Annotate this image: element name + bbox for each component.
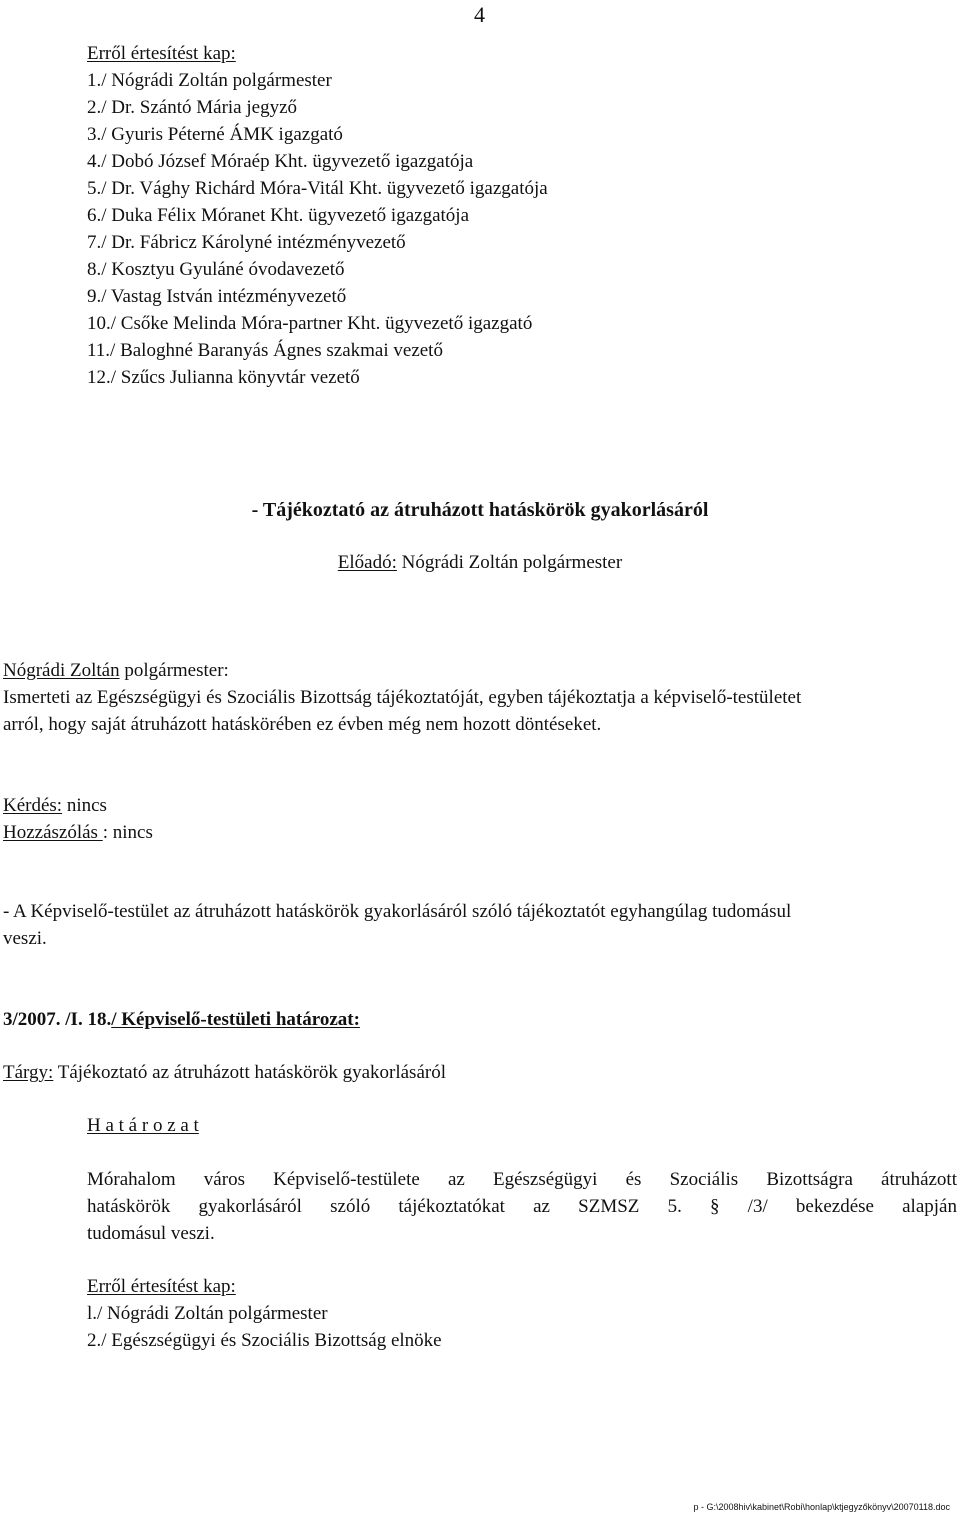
speaker-role: polgármester: [119,660,229,681]
presenter-label: Előadó: [337,552,397,573]
list-item: 12./ Szűcs Julianna könyvtár vezető [87,367,360,388]
page-number: 4 [474,2,485,27]
decision-text-line: Mórahalom város Képviselő-testülete az Egészségügyi és Szociális Bizottságra átruházott [87,1169,957,1190]
list-item: 7./ Dr. Fábricz Károlyné intézményvezető [87,232,406,253]
question-label: Kérdés: [3,795,63,816]
question-value: nincs [62,795,107,816]
speaker-name: Nógrádi Zoltán [3,660,120,681]
presenter-line [0,553,960,572]
list-item: 3./ Gyuris Péterné ÁMK igazgató [87,124,343,145]
list-item: 9./ Vastag István intézményvezető [87,286,347,307]
comment-value: : nincs [102,822,153,843]
list-item: 2./ Dr. Szántó Mária jegyző [87,97,298,118]
question-line [3,796,107,815]
decision-text-line: hatáskörök gyakorlásáról szóló tájékoztatókat az SZMSZ 5. § /3/ bekezdése alapján [87,1196,957,1217]
list-item: 6./ Duka Félix Móranet Kht. ügyvezető igazgatója [87,205,470,226]
decision-note-line: - A Képviselő-testület az átruházott hatáskörök gyakorlásáról szóló tájékoztatót egyhangúlag tudomásul [3,901,792,922]
decision-text-line: tudomásul veszi. [87,1223,215,1244]
agenda-title: - Tájékoztató az átruházott hatáskörök gyakorlásáról [251,499,709,521]
hatarozat-heading: H a t á r o z a t [87,1115,199,1136]
comment-label: Hozzászólás [3,822,103,843]
speech-text-line: Ismerteti az Egészségügyi és Szociális Bizottság tájékoztatóját, egyben tájékoztatja a képviselő-testületet [3,687,802,708]
resolution-number: 3/2007. /I. 18. [3,1009,112,1030]
comment-line [3,823,153,842]
list-item: l./ Nógrádi Zoltán polgármester [87,1303,328,1324]
resolution-line [3,1010,360,1029]
speaker-line [3,661,229,680]
subject-label: Tárgy: [3,1062,54,1083]
footer-file-path: p - G:\2008hiv\kabinet\Robi\honlap\ktjegyzőkönyv\20070118.doc [693,1502,950,1512]
speech-text-line: arról, hogy saját átruházott hatáskörében ez évben még nem hozott döntéseket. [3,714,602,735]
list-item: 5./ Dr. Vághy Richárd Móra-Vitál Kht. ügyvezető igazgatója [87,178,548,199]
presenter-value: Nógrádi Zoltán polgármester [396,552,623,573]
list-item: 2./ Egészségügyi és Szociális Bizottság elnöke [87,1330,442,1351]
notify-heading: Erről értesítést kap: [87,43,236,64]
notify-heading: Erről értesítést kap: [87,1276,236,1297]
subject-line [3,1063,446,1082]
list-item: 8./ Kosztyu Gyuláné óvodavezető [87,259,345,280]
resolution-label: / Képviselő-testületi határozat: [111,1009,360,1030]
list-item: 1./ Nógrádi Zoltán polgármester [87,70,332,91]
subject-value: Tájékoztató az átruházott hatáskörök gyakorlásáról [53,1062,446,1083]
list-item: 11./ Baloghné Baranyás Ágnes szakmai vezető [87,340,443,361]
list-item: 10./ Csőke Melinda Móra-partner Kht. ügyvezető igazgató [87,313,533,334]
list-item: 4./ Dobó József Móraép Kht. ügyvezető igazgatója [87,151,474,172]
decision-note-line: veszi. [3,928,47,949]
